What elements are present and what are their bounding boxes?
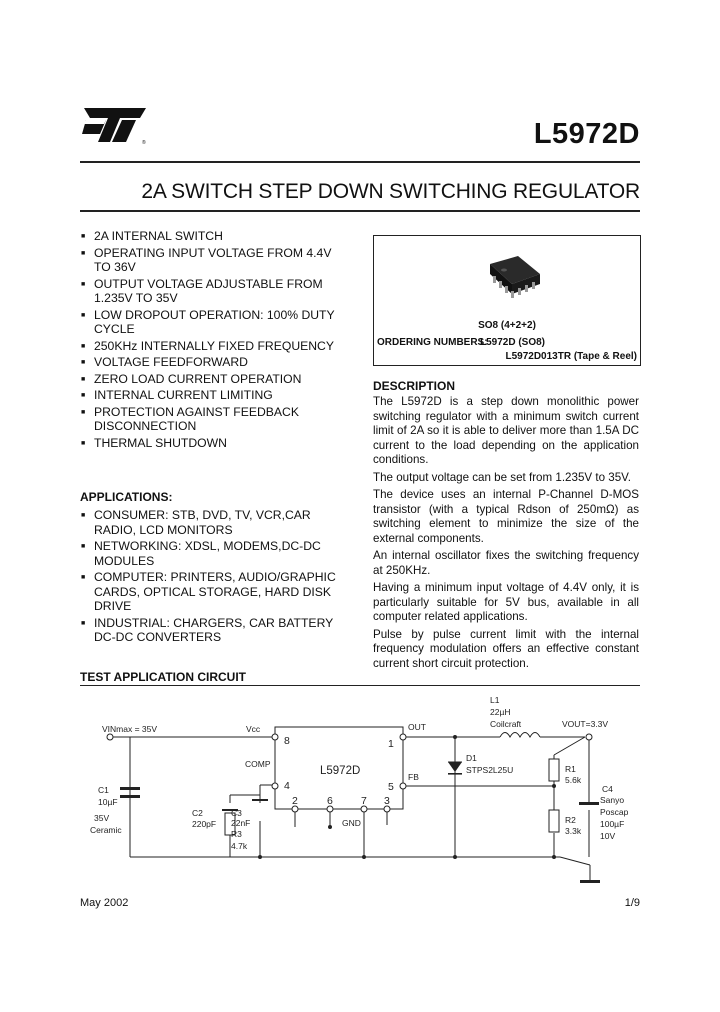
svg-text:®: ® <box>142 140 146 146</box>
bullet-icon: ■ <box>81 342 86 350</box>
footer-date: May 2002 <box>80 897 129 909</box>
bullet-icon: ■ <box>81 408 86 416</box>
st-logo <box>80 100 150 146</box>
bullet-icon: ■ <box>81 375 86 383</box>
list-item <box>80 405 350 434</box>
l1-label: L1 <box>490 695 500 705</box>
bullet-icon: ■ <box>81 512 86 519</box>
pin-4: 4 <box>284 780 290 792</box>
list-item-text: 2A INTERNAL SWITCH <box>94 229 223 243</box>
list-item-text: INDUSTRIAL: CHARGERS, CAR BATTERY DC-DC CONVERTERS <box>94 615 334 644</box>
applications-heading: APPLICATIONS: <box>80 490 173 504</box>
r2-label: R2 <box>565 815 576 825</box>
c1-line: Ceramic <box>90 825 122 835</box>
r3-label: R3 <box>231 829 242 839</box>
package-caption: SO8 (4+2+2) <box>478 320 536 331</box>
circuit-heading: TEST APPLICATION CIRCUIT <box>80 670 246 684</box>
c4-line: Sanyo <box>600 795 625 805</box>
list-item-text: COMPUTER: PRINTERS, AUDIO/GRAPHIC CARDS, OPTICAL STORAGE, HARD DISK DRIVE <box>94 570 336 613</box>
header-rule-top <box>80 161 640 163</box>
d1-label: D1 <box>466 753 477 763</box>
description-heading: DESCRIPTION <box>373 379 456 393</box>
pin-5: 5 <box>388 781 394 793</box>
header-rule-bottom <box>80 210 640 212</box>
bullet-icon: ■ <box>81 280 86 288</box>
c4-line: 10V <box>600 831 616 841</box>
c2-label: C2 <box>192 808 203 818</box>
list-item <box>80 508 350 537</box>
features-list <box>80 229 350 452</box>
description-paragraph: The device uses an internal P-Channel D-MOS transistor (with a typical Rdson of 250mΩ) as switching element to minimize the size of the external components. <box>373 488 639 545</box>
pin-1: 1 <box>388 738 394 750</box>
r1-value: 5.6k <box>565 775 582 785</box>
description-paragraph: The output voltage can be set from 1.235V to 35V. <box>373 470 632 484</box>
bullet-icon: ■ <box>81 439 86 447</box>
bullet-icon: ■ <box>81 249 86 257</box>
fb-label: FB <box>408 772 419 782</box>
bullet-icon: ■ <box>81 543 86 550</box>
list-item <box>80 388 350 403</box>
list-item-text: VOLTAGE FEEDFORWARD <box>94 355 248 369</box>
applications-list <box>80 508 350 647</box>
bullet-icon: ■ <box>81 574 86 581</box>
pin-3: 3 <box>384 795 390 807</box>
list-item <box>80 616 350 645</box>
list-item-text: INTERNAL CURRENT LIMITING <box>94 388 273 402</box>
list-item-text: CONSUMER: STB, DVD, TV, VCR,CAR RADIO, LCD MONITORS <box>94 508 311 537</box>
gnd-label: GND <box>342 818 361 828</box>
list-item-text: OUTPUT VOLTAGE ADJUSTABLE FROM 1.235V TO 35V <box>94 276 323 305</box>
c4-line: 100µF <box>600 819 625 829</box>
pin-6: 6 <box>327 795 333 807</box>
list-item <box>80 436 350 451</box>
list-item-text: PROTECTION AGAINST FEEDBACK DISCONNECTION <box>94 404 299 433</box>
bullet-icon: ■ <box>81 619 86 627</box>
d1-part: STPS2L25U <box>466 765 514 775</box>
ordering-label: ORDERING NUMBERS: <box>377 337 488 348</box>
package-box <box>373 235 641 366</box>
part-number: L5972D <box>533 118 640 150</box>
list-item-text: OPERATING INPUT VOLTAGE FROM 4.4V TO 36V <box>94 245 332 274</box>
list-item-text: LOW DROPOUT OPERATION: 100% DUTY CYCLE <box>94 307 335 336</box>
list-item <box>80 308 350 337</box>
c4-line: Poscap <box>600 807 629 817</box>
l1-maker: Coilcraft <box>490 719 522 729</box>
list-item <box>80 246 350 275</box>
list-item-text: ZERO LOAD CURRENT OPERATION <box>94 371 302 386</box>
c4-label: C4 <box>602 784 613 794</box>
ordering-tape-reel: L5972D013TR (Tape & Reel) <box>505 351 637 362</box>
so8-package-image <box>482 254 542 310</box>
ordering-so8: L5972D (SO8) <box>479 337 545 348</box>
c1-label: C1 <box>98 785 109 795</box>
pin-7: 7 <box>361 795 367 807</box>
pin-2: 2 <box>292 795 298 807</box>
vcc-label: Vcc <box>246 724 261 734</box>
r2-value: 3.3k <box>565 826 582 836</box>
r3-value: 4.7k <box>231 841 248 851</box>
vin-label: VINmax = 35V <box>102 724 158 734</box>
list-item <box>80 355 350 370</box>
list-item-text: THERMAL SHUTDOWN <box>94 435 227 450</box>
c1-line: 35V <box>94 813 110 823</box>
c1-line: 10µF <box>98 797 118 807</box>
r1-label: R1 <box>565 764 576 774</box>
list-item <box>80 277 350 306</box>
bullet-icon: ■ <box>81 359 86 366</box>
l1-value: 22µH <box>490 707 511 717</box>
pin-8: 8 <box>284 735 290 747</box>
list-item-text: NETWORKING: XDSL, MODEMS,DC-DC MODULES <box>94 539 321 568</box>
c2-value: 220pF <box>192 819 217 829</box>
c3-value: 22nF <box>231 818 251 828</box>
out-label: OUT <box>408 722 426 732</box>
description-paragraph: Pulse by pulse current limit with the internal frequency modulation offers an effective constant current short circuit protection. <box>373 627 639 670</box>
comp-label: COMP <box>245 759 271 769</box>
c3-label: C3 <box>231 808 242 818</box>
list-item <box>80 570 350 614</box>
bullet-icon: ■ <box>81 233 86 240</box>
list-item <box>80 372 350 387</box>
chip-label: L5972D <box>320 765 361 777</box>
test-application-circuit <box>80 685 640 885</box>
list-item <box>80 339 350 354</box>
list-item-text: 250KHz INTERNALLY FIXED FREQUENCY <box>94 338 334 353</box>
description-paragraph: The L5972D is a step down monolithic power switching regulator with a minimum switch current limit of 2A so it is able to deliver more than 1.5A DC current to the load depending on the application conditions. <box>373 395 639 466</box>
vout-label: VOUT=3.3V <box>562 719 609 729</box>
list-item <box>80 229 350 244</box>
footer-page-number: 1/9 <box>624 897 640 909</box>
bullet-icon: ■ <box>81 392 86 399</box>
bullet-icon: ■ <box>81 311 86 319</box>
page-title: 2A SWITCH STEP DOWN SWITCHING REGULATOR <box>141 180 640 203</box>
list-item <box>80 539 350 568</box>
description-body <box>373 395 639 674</box>
description-paragraph: Having a minimum input voltage of 4.4V only, it is particularly suitable for 5V bus, available in all computer related applications. <box>373 581 639 623</box>
description-paragraph: An internal oscillator fixes the switching frequency at 250KHz. <box>373 549 639 577</box>
